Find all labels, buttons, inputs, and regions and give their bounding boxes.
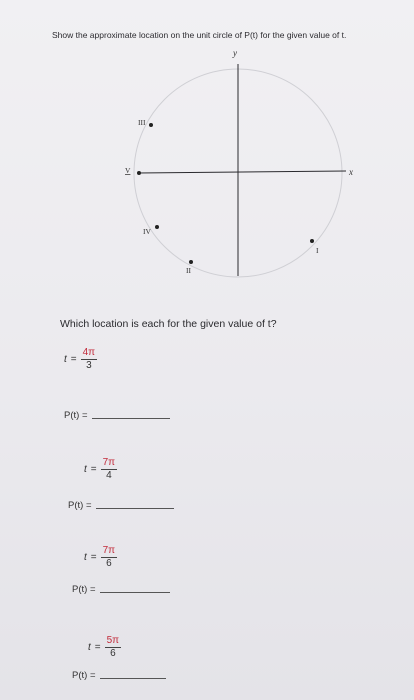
t-value-4 xyxy=(88,636,121,659)
fraction-denominator: 6 xyxy=(106,557,112,569)
answer-blank-2[interactable] xyxy=(96,508,174,509)
x-axis xyxy=(138,171,346,173)
answer-line-2 xyxy=(68,500,174,511)
fraction xyxy=(105,636,121,659)
y-axis-label: y xyxy=(233,48,237,58)
point-dot-iv xyxy=(155,225,159,229)
fraction xyxy=(101,546,117,569)
t-variable: t xyxy=(88,642,91,653)
point-dot-i xyxy=(310,239,314,243)
point-label-ii: II xyxy=(186,266,191,275)
fraction-denominator: 6 xyxy=(110,647,116,659)
point-dot-iii xyxy=(149,123,153,127)
t-value-1 xyxy=(64,348,97,371)
point-label-iii: III xyxy=(138,118,146,127)
question-text: Which location is each for the given value of t? xyxy=(60,318,277,330)
equals-sign: = xyxy=(94,642,101,653)
fraction xyxy=(81,348,97,371)
answer-line-3 xyxy=(72,584,170,595)
p-of-t-label: P(t) = xyxy=(68,500,92,511)
p-of-t-label: P(t) = xyxy=(72,670,96,681)
point-v xyxy=(125,166,141,175)
fraction xyxy=(101,458,117,481)
fraction-numerator: 7π xyxy=(102,545,116,556)
point-label-iv: IV xyxy=(143,227,151,236)
p-of-t-label: P(t) = xyxy=(64,410,88,421)
fraction-denominator: 4 xyxy=(106,469,112,481)
equals-sign: = xyxy=(90,552,97,563)
answer-line-4 xyxy=(72,670,166,681)
fraction-numerator: 4π xyxy=(82,347,96,358)
answer-blank-4[interactable] xyxy=(100,678,166,679)
point-ii xyxy=(186,260,193,275)
answer-blank-3[interactable] xyxy=(100,592,170,593)
t-variable: t xyxy=(84,552,87,563)
t-value-2 xyxy=(84,458,117,481)
t-variable: t xyxy=(64,354,67,365)
fraction-denominator: 3 xyxy=(86,359,92,371)
instruction-text: Show the approximate location on the unit circle of P(t) for the given value of t. xyxy=(52,30,347,40)
equals-sign: = xyxy=(70,354,77,365)
x-axis-label: x xyxy=(349,167,353,177)
answer-line-1 xyxy=(64,410,170,421)
point-dot-ii xyxy=(189,260,193,264)
unit-circle-figure xyxy=(100,40,400,285)
fraction-numerator: 5π xyxy=(106,635,120,646)
t-variable: t xyxy=(84,464,87,475)
point-label-v: V xyxy=(125,166,131,175)
fraction-numerator: 7π xyxy=(102,457,116,468)
point-label-i: I xyxy=(316,246,319,255)
equals-sign: = xyxy=(90,464,97,475)
point-dot-v xyxy=(137,171,141,175)
answer-blank-1[interactable] xyxy=(92,418,170,419)
t-value-3 xyxy=(84,546,117,569)
p-of-t-label: P(t) = xyxy=(72,584,96,595)
